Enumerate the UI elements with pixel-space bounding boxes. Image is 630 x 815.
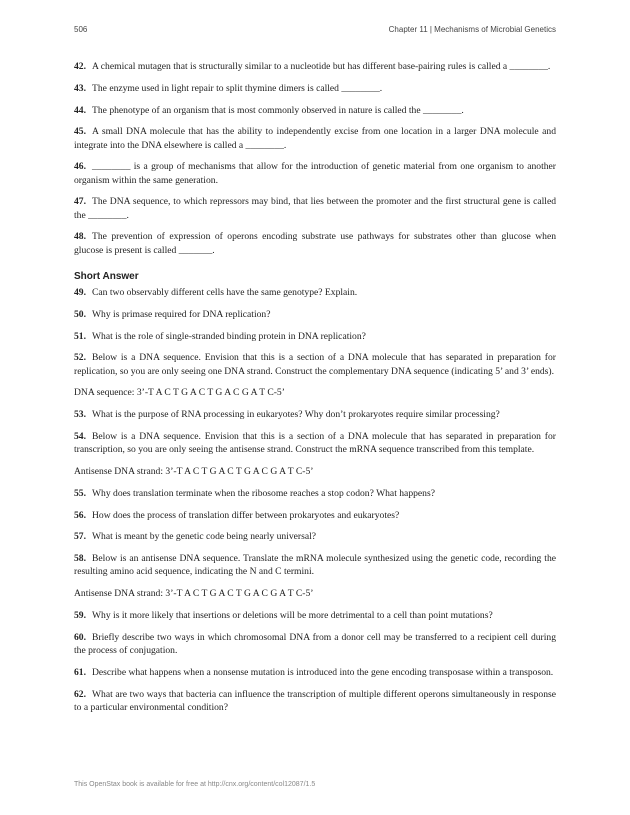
question-number: 62. [74,688,86,700]
question-43 [74,82,556,95]
page-number: 506 [74,25,88,34]
page-footer: This OpenStax book is available for free at http://cnx.org/content/col12087/1.5 [74,781,316,788]
question-60 [74,631,556,657]
question-number: 49. [74,287,86,298]
question-44 [74,104,556,117]
question-text: Briefly describe two ways in which chromosomal DNA from a donor cell may be transferred to a recipient cell during the process of conjugation. [74,631,556,656]
question-number: 43. [74,82,86,94]
question-text: The phenotype of an organism that is most commonly observed in nature is called the ________. [92,104,464,116]
question-text: The DNA sequence, to which repressors may bind, that lies between the promoter and the first structural gene is called the ________. [74,196,556,221]
question-text: What is meant by the genetic code being nearly universal? [92,531,317,543]
question-46 [74,160,556,186]
chapter-running-head: Chapter 11 | Mechanisms of Microbial Genetics [388,25,556,34]
question-number: 57. [74,531,86,543]
question-number: 60. [74,631,86,643]
page-content [74,60,556,723]
question-45 [74,125,556,151]
question-number: 54. [74,430,86,442]
question-text: What is the purpose of RNA processing in eukaryotes? Why don’t prokaryotes require similar processing? [92,409,500,421]
question-59 [74,609,556,622]
question-text: Why is it more likely that insertions or deletions will be more detrimental to a cell than point mutations? [92,609,493,621]
question-61 [74,666,556,679]
question-48 [74,230,556,256]
question-57 [74,530,556,543]
question-number: 53. [74,409,86,421]
question-text: A small DNA molecule that has the ability to independently excise from one location in a larger DNA molecule and integrate into the DNA elsewhere is called a ________. [74,126,556,151]
question-number: 42. [74,61,86,72]
question-number: 51. [74,330,86,342]
antisense-sequence-58: Antisense DNA strand: 3’-T A C T G A C T G A C G A T C-5’ [74,588,314,600]
question-text: ________ is a group of mechanisms that allow for the introduction of genetic material from one organism to another organism within the same generation. [74,161,556,186]
question-text: Describe what happens when a nonsense mutation is introduced into the gene encoding transposase within a transposon. [92,666,554,678]
question-54 [74,430,556,456]
question-42 [74,60,556,73]
question-number: 45. [74,126,86,138]
question-number: 55. [74,487,86,499]
question-text: Why does translation terminate when the ribosome reaches a stop codon? What happens? [92,487,435,499]
question-text: A chemical mutagen that is structurally similar to a nucleotide but has different base-pairing rules is called a ________. [92,61,551,72]
question-49 [74,286,556,299]
question-number: 56. [74,509,86,521]
question-text: Can two observably different cells have the same genotype? Explain. [92,287,358,298]
question-number: 48. [74,231,86,243]
question-number: 59. [74,609,86,621]
antisense-sequence-54: Antisense DNA strand: 3’-T A C T G A C T G A C G A T C-5’ [74,465,314,477]
question-56 [74,509,556,522]
question-text: The enzyme used in light repair to split thymine dimers is called ________. [92,82,383,94]
short-answer-heading: Short Answer [74,270,139,282]
question-52 [74,351,556,377]
question-text: What is the role of single-stranded binding protein in DNA replication? [92,330,366,342]
question-58 [74,552,556,578]
question-55 [74,487,556,500]
question-50 [74,308,556,321]
question-number: 44. [74,104,86,116]
question-number: 52. [74,352,86,364]
question-text: Why is primase required for DNA replication? [92,308,271,320]
question-text: How does the process of translation differ between prokaryotes and eukaryotes? [92,509,400,521]
question-51 [74,330,556,343]
question-62 [74,688,556,714]
question-text: Below is a DNA sequence. Envision that this is a section of a DNA molecule that has separated in preparation for transcription, so you are only seeing the antisense strand. Construct the mRNA sequence transcribed from this template. [74,430,556,456]
question-number: 46. [74,161,86,173]
question-number: 58. [74,553,86,565]
question-53 [74,408,556,421]
question-text: What are two ways that bacteria can influence the transcription of multiple different operons simultaneously in response to a particular environmental condition? [74,688,556,713]
question-text: Below is an antisense DNA sequence. Translate the mRNA molecule synthesized using the genetic code, recording the resulting amino acid sequence, indicating the N and C termini. [74,553,556,578]
question-text: The prevention of expression of operons encoding substrate use pathways for substrates other than glucose when glucose is present is called _______. [74,231,556,256]
question-number: 50. [74,308,86,320]
question-number: 61. [74,666,86,678]
question-text: Below is a DNA sequence. Envision that this is a section of a DNA molecule that has separated in preparation for replication, so you are only seeing one DNA strand. Construct the complementary DNA sequence (indicating 5’ and 3’ ends). [74,352,556,377]
dna-sequence-52: DNA sequence: 3’-T A C T G A C T G A C G A T C-5’ [74,387,285,399]
question-47 [74,195,556,221]
question-number: 47. [74,196,86,208]
